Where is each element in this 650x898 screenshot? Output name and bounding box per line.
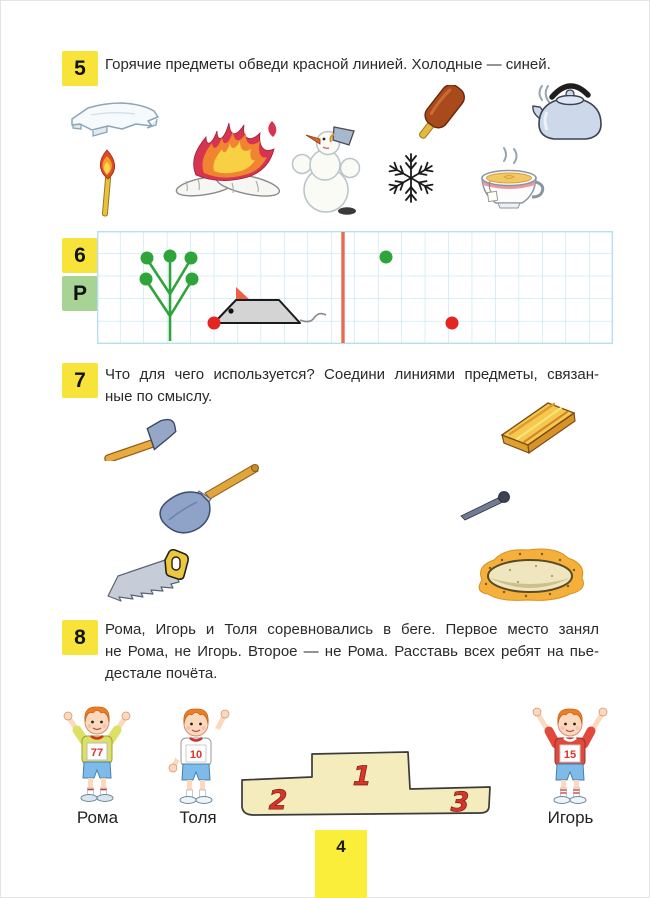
campfire-illustration[interactable] [172, 115, 287, 200]
bib-number-roma: 77 [90, 747, 104, 759]
task-5-number: 5 [74, 56, 86, 80]
popsicle-illustration[interactable] [415, 85, 469, 149]
shovel-illustration[interactable] [155, 462, 260, 538]
hammer-illustration[interactable] [100, 413, 185, 461]
page-number: 4 [336, 837, 346, 856]
task-7-line-1: Что для чего используется? Соедини линиями предметы, связан- [105, 366, 599, 383]
task-5-instruction: Горячие предметы обведи красной линией. Холодные — синей. [105, 56, 551, 73]
task-7-badge [62, 363, 98, 398]
tea-cup-illustration[interactable] [476, 145, 546, 217]
snowflake-illustration[interactable] [383, 150, 439, 206]
podium-place-1: 1 [352, 761, 372, 792]
task-7-line-2: ные по смыслу. [105, 388, 213, 405]
dug-hole-illustration[interactable] [470, 540, 588, 604]
task-8-line-2: не Рома, не Игорь. Второе — не Рома. Расставь всех ребят на пье- [105, 643, 599, 660]
kettle-illustration[interactable] [530, 82, 608, 144]
drawing-grid[interactable] [97, 231, 613, 344]
ice-floe-illustration[interactable] [63, 95, 165, 143]
red-dot [446, 317, 459, 330]
label-roma: Рома [76, 808, 119, 827]
task-8-badge [62, 620, 98, 655]
nail-illustration[interactable] [458, 488, 514, 524]
podium-place-2: 2 [268, 785, 288, 816]
green-dot [380, 251, 393, 264]
hand-saw-illustration[interactable] [105, 548, 190, 604]
task-6-badge [62, 238, 98, 273]
task-6-marker-letter: Р [72, 281, 87, 305]
burning-match-illustration[interactable] [88, 148, 130, 218]
task-8-line-1: Рома, Игорь и Толя соревновались в беге. Первое место занял [105, 621, 599, 638]
task-8-number: 8 [74, 625, 86, 649]
label-igor: Игорь [547, 808, 594, 827]
page-number-tab [315, 830, 367, 898]
podium[interactable] [238, 750, 494, 818]
snowman-illustration[interactable] [290, 126, 362, 216]
wooden-plank-illustration[interactable] [498, 400, 578, 465]
task-7-number: 7 [74, 368, 86, 392]
podium-place-3: 3 [450, 787, 470, 818]
runner-tolya[interactable] [158, 700, 238, 808]
task-6-marker-badge [62, 276, 98, 311]
runner-roma[interactable] [55, 698, 140, 806]
task-6-number: 6 [74, 243, 86, 267]
runner-igor[interactable] [528, 700, 613, 808]
bib-number-igor: 15 [563, 749, 577, 761]
label-tolya: Толя [179, 808, 217, 827]
bib-number-tolya: 10 [189, 749, 203, 761]
task-5-badge [62, 51, 98, 86]
task-8-instruction [105, 619, 599, 685]
task-8-line-3: дестале почёта. [105, 665, 218, 682]
